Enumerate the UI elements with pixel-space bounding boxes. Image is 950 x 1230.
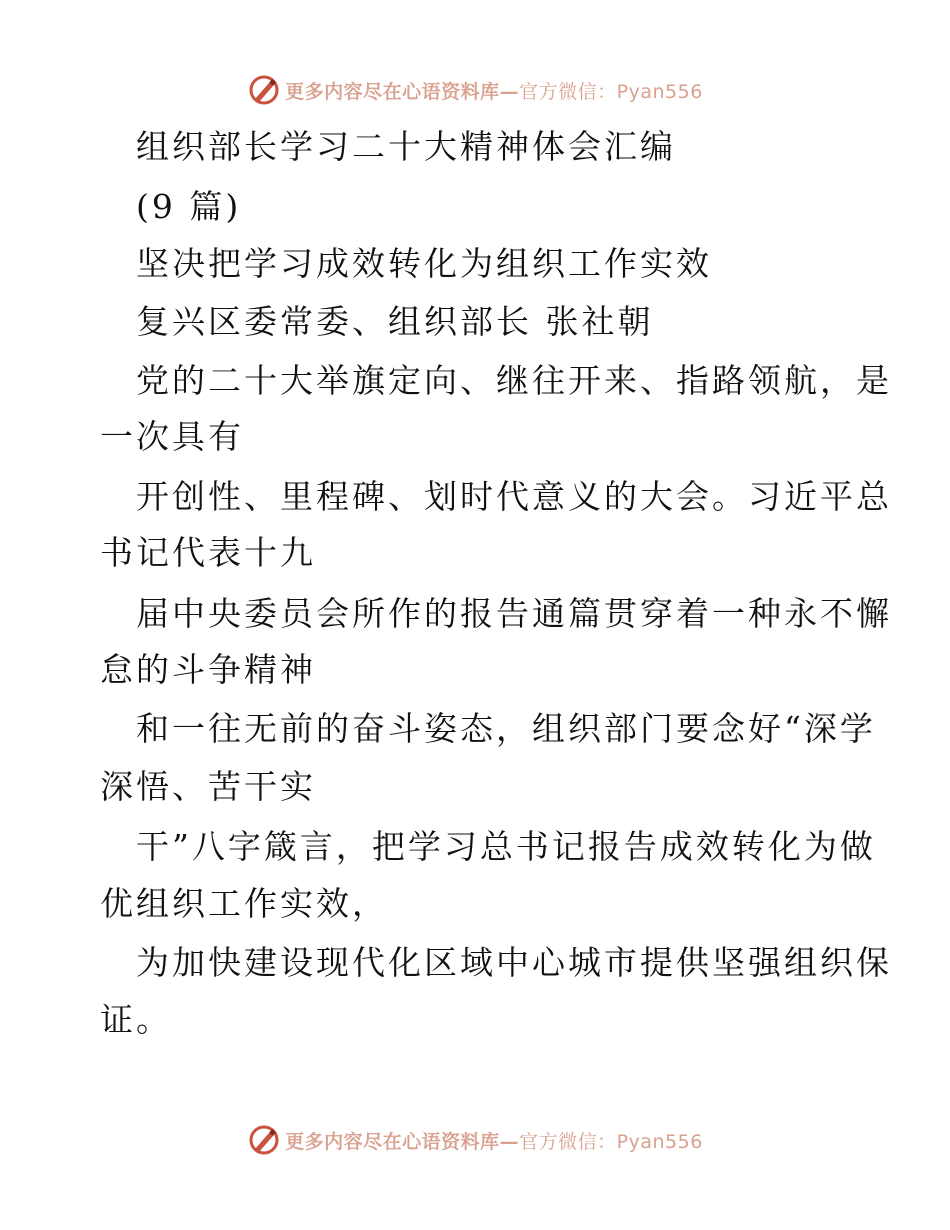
paragraph-line: 和一往无前的奋斗姿态，组织部门要念好“深学 (136, 709, 876, 748)
paragraph-line: 党的二十大举旗定向、继往开来、指路领航，是 (136, 361, 892, 400)
doc-subtitle-count: (9 篇) (136, 187, 242, 226)
paragraph-line: 怠的斗争精神 (100, 650, 316, 689)
header-banner-main: 更多内容尽在心语资料库— (285, 80, 520, 103)
paragraph-line: 为加快建设现代化区域中心城市提供坚强组织保 (136, 943, 892, 982)
header-banner-text (285, 77, 703, 104)
header-banner (0, 70, 950, 110)
paragraph-line: 证。 (100, 1000, 172, 1039)
paragraph-line: 深悟、苦干实 (100, 767, 316, 806)
header-banner-wechat: 官方微信：Pyan556 (519, 80, 703, 103)
article-author: 复兴区委常委、组织部长 张社朝 (136, 302, 654, 341)
pen-circle-logo-icon (247, 1123, 281, 1157)
paragraph-line: 届中央委员会所作的报告通篇贯穿着一种永不懈 (136, 594, 892, 633)
footer-banner-wechat: 官方微信：Pyan556 (519, 1130, 703, 1153)
pen-circle-logo-icon (247, 73, 281, 107)
paragraph-line: 干”八字箴言，把学习总书记报告成效转化为做 (136, 827, 876, 866)
footer-banner-text (285, 1127, 703, 1154)
paragraph-line: 一次具有 (100, 417, 244, 456)
paragraph-line: 书记代表十九 (100, 533, 316, 572)
article-title: 坚决把学习成效转化为组织工作实效 (136, 244, 712, 283)
paragraph-line: 开创性、里程碑、划时代意义的大会。习近平总 (136, 477, 892, 516)
doc-title: 组织部长学习二十大精神体会汇编 (136, 127, 676, 166)
footer-banner-main: 更多内容尽在心语资料库— (285, 1130, 520, 1153)
paragraph-line: 优组织工作实效， (100, 884, 388, 923)
footer-banner (0, 1120, 950, 1160)
